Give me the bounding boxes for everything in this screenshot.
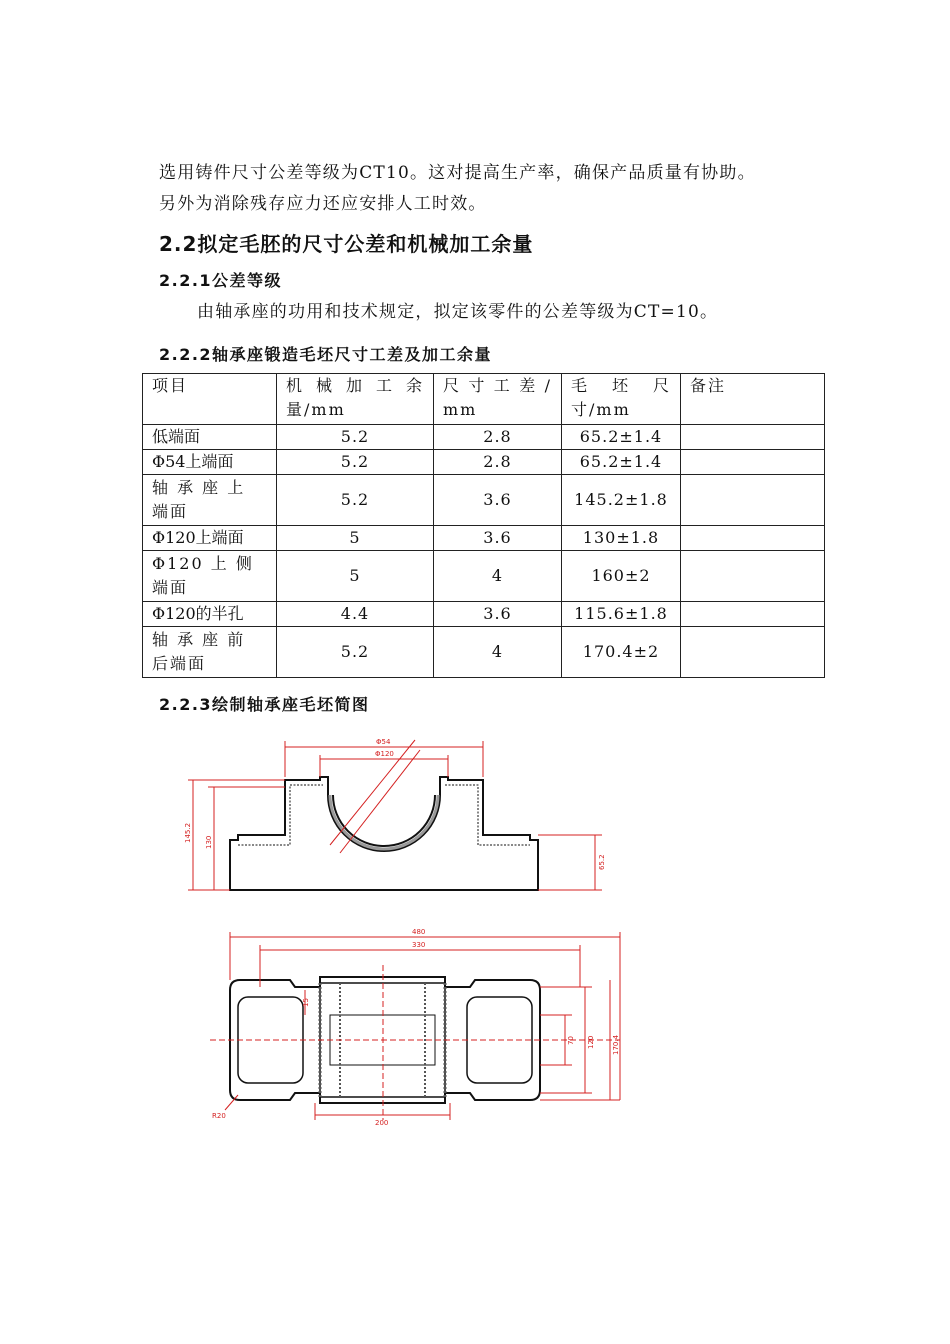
row-tolerance: 4 (434, 551, 562, 602)
table-row (143, 475, 825, 526)
header-tolerance: 尺 寸 工 差 / mm (434, 374, 562, 425)
subsection-1-body: 由轴承座的功用和技术规定，拟定该零件的公差等级为CT=10。 (197, 302, 719, 322)
allowance-table (142, 373, 825, 678)
row-allowance: 5.2 (277, 425, 434, 450)
header-item: 项目 (143, 374, 277, 425)
front-view-outline (230, 777, 538, 890)
row-blank-size: 145.2±1.8 (562, 475, 681, 526)
row-tolerance: 2.8 (434, 450, 562, 475)
table-row (143, 627, 825, 678)
row-blank-size: 130±1.8 (562, 526, 681, 551)
row-remark (681, 475, 825, 526)
dim-left-h2: 130 (205, 835, 213, 849)
subsection-2-title: 2.2.2轴承座锻造毛坯尺寸工差及加工余量 (159, 345, 493, 364)
row-item: 低端面 (143, 425, 277, 450)
row-remark (681, 627, 825, 678)
front-view (184, 738, 606, 890)
row-blank-size: 65.2±1.4 (562, 425, 681, 450)
row-remark (681, 526, 825, 551)
row-tolerance: 3.6 (434, 475, 562, 526)
row-tolerance: 4 (434, 627, 562, 678)
dim-left-h1: 145.2 (184, 822, 192, 843)
plan-view (210, 928, 620, 1127)
row-allowance: 5.2 (277, 475, 434, 526)
row-blank-size: 65.2±1.4 (562, 450, 681, 475)
dim-top-width: Φ54 (376, 738, 391, 746)
front-dimensions (188, 740, 602, 890)
row-allowance: 5 (277, 526, 434, 551)
table-row (143, 425, 825, 450)
row-allowance: 5 (277, 551, 434, 602)
table-row (143, 526, 825, 551)
row-remark (681, 450, 825, 475)
table-header-row (143, 374, 825, 425)
row-item: Φ120 上 侧 端面 (143, 551, 277, 602)
dim-bore: Φ120 (375, 750, 394, 758)
dim-plan-side: 15 (302, 998, 310, 1007)
dim-plan-total: 480 (412, 928, 426, 936)
dim-plan-corner: R20 (212, 1112, 226, 1120)
bore-hatch (330, 795, 438, 849)
table-row (143, 450, 825, 475)
dim-plan-bottom: 200 (375, 1119, 389, 1127)
dim-right-h: 65.2 (598, 854, 606, 870)
row-remark (681, 602, 825, 627)
table-row (143, 602, 825, 627)
row-tolerance: 2.8 (434, 425, 562, 450)
row-remark (681, 551, 825, 602)
row-item: 轴 承 座 前 后端面 (143, 627, 277, 678)
dim-plan-right3: 170.4 (612, 1034, 620, 1055)
row-allowance: 5.2 (277, 450, 434, 475)
row-blank-size: 170.4±2 (562, 627, 681, 678)
header-blank-size: 毛 坯 尺 寸/mm (562, 374, 681, 425)
table-row (143, 551, 825, 602)
dim-plan-right2: 120 (587, 1035, 595, 1049)
row-allowance: 4.4 (277, 602, 434, 627)
row-remark (681, 425, 825, 450)
row-tolerance: 3.6 (434, 602, 562, 627)
row-tolerance: 3.6 (434, 526, 562, 551)
section-title: 2.2拟定毛胚的尺寸公差和机械加工余量 (159, 232, 534, 256)
row-item: Φ120上端面 (143, 526, 277, 551)
plan-dimensions (210, 932, 620, 1120)
row-blank-size: 160±2 (562, 551, 681, 602)
dim-plan-right1: 70 (567, 1036, 575, 1045)
intro-line-1: 选用铸件尺寸公差等级为CT10。这对提高生产率，确保产品质量有协助。 (159, 163, 756, 183)
row-item: 轴 承 座 上 端面 (143, 475, 277, 526)
row-item: Φ54上端面 (143, 450, 277, 475)
row-item: Φ120的半孔 (143, 602, 277, 627)
intro-line-2: 另外为消除残存应力还应安排人工时效。 (159, 194, 487, 214)
dim-plan-inner: 330 (412, 941, 426, 949)
subsection-1-title: 2.2.1公差等级 (159, 271, 283, 290)
subsection-3-title: 2.2.3绘制轴承座毛坯简图 (159, 695, 370, 714)
header-remark: 备注 (681, 374, 825, 425)
row-blank-size: 115.6±1.8 (562, 602, 681, 627)
blank-sketch-drawing (180, 725, 640, 1135)
header-allowance: 机 械 加 工 余量/mm (277, 374, 434, 425)
row-allowance: 5.2 (277, 627, 434, 678)
